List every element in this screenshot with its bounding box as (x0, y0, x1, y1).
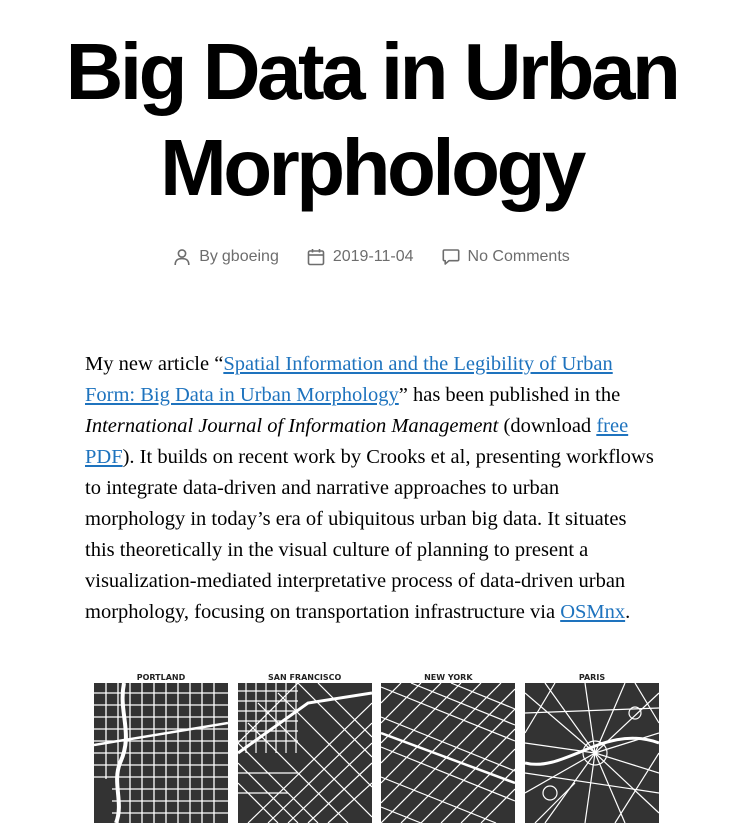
article-text-2: ” has been published in the (398, 384, 621, 406)
by-label: By (199, 248, 218, 265)
san-francisco-street-map (238, 683, 372, 823)
map-new-york (381, 673, 515, 823)
author-link[interactable]: gboeing (221, 248, 279, 265)
post-meta (0, 246, 743, 268)
portland-street-map (94, 683, 228, 823)
post-comments (442, 246, 570, 268)
map-portland (94, 673, 228, 823)
osmnx-link[interactable]: OSMnx (560, 601, 626, 623)
post-title-line-2: Morphology (160, 123, 583, 212)
street-network-figure (94, 673, 659, 823)
article-text-4: ). It builds on recent work by Crooks et al, presenting workflows to integrate data-driven and narrative approaches to urban morphology in today’s era of ubiquitous urban big data. It situates this theoretically in the visual culture of planning to present a visualization-mediated interpretative process of data-driven urban morphology, focusing on transportation infrastructure via (85, 446, 654, 623)
comment-icon (442, 248, 460, 266)
post-title-line-1: Big Data in Urban (65, 27, 678, 116)
calendar-icon (307, 248, 325, 266)
map-label-san-francisco: SAN FRANCISCO (268, 673, 342, 682)
map-label-new-york: NEW YORK (424, 673, 473, 682)
map-paris (525, 673, 659, 823)
post-author (173, 246, 279, 268)
comments-link[interactable]: No Comments (467, 248, 570, 265)
new-york-street-map (381, 683, 515, 823)
article-text-1: My new article “ (85, 353, 224, 375)
post-date (307, 246, 414, 268)
paris-street-map (525, 683, 659, 823)
free-pdf-link[interactable]: free PDF (85, 415, 629, 468)
map-label-paris: PARIS (578, 673, 606, 682)
map-san-francisco (238, 673, 372, 823)
article-link[interactable]: Spatial Information and the Legibility of Urban Form: Big Data in Urban Morphology (85, 353, 613, 406)
date-link[interactable]: 2019-11-04 (332, 248, 414, 265)
article-text-5: . (625, 601, 631, 623)
map-label-portland: PORTLAND (136, 673, 186, 682)
journal-name: International Journal of Information Management (85, 415, 499, 437)
post-title (0, 24, 743, 216)
article-text-3: (download (498, 415, 597, 437)
article-paragraph (85, 349, 660, 628)
person-icon (173, 248, 191, 266)
